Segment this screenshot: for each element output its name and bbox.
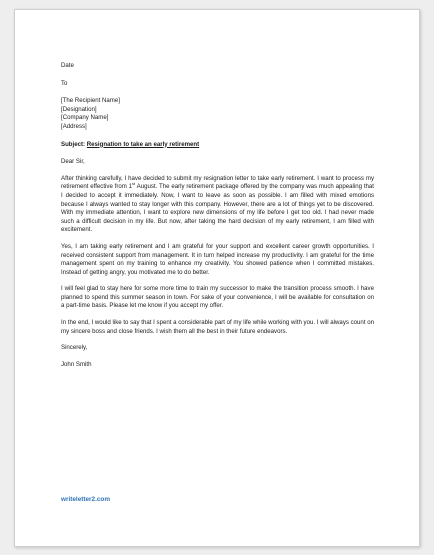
- footer-site-link[interactable]: writeletter2.com: [61, 496, 111, 503]
- subject-label: Subject:: [61, 140, 86, 148]
- ordinal-superscript: st: [132, 181, 136, 187]
- date-label: Date: [61, 62, 74, 69]
- paragraph-1-start: After thinking carefully, I have decided to submit my resignation letter to take early retirement. I want to process my retirement effective from 1: [61, 174, 374, 191]
- closing: Sincerely,: [61, 344, 88, 352]
- recipient-name: [The Recipient Name]: [61, 97, 120, 105]
- paragraph-1-rest: August. The early retirement package offered by the company was much appealing that I decided to accept it immediately. Now, I want to leave as soon as possible. I am filled with mixed emotions because I always wanted to stay longer with this company. However, there are a lot of things yet to be discovered. With my immediate attention, I want to explore new dimensions of my life before I get too old. I had never made such a difficult decision in my life. But now, after taking the hard decision of my early retirement, I am filled with excitement.: [61, 183, 375, 234]
- recipient-designation: [Designation]: [61, 105, 97, 113]
- salutation: Dear Sir,: [61, 158, 85, 166]
- subject-line: [61, 141, 374, 150]
- recipient-company: [Company Name]: [61, 114, 109, 122]
- body-paragraph-1: [61, 175, 374, 235]
- signature-name: John Smith: [61, 360, 92, 368]
- body-paragraph-4: In the end, I would like to say that I spent a considerable part of my life while working with you. I will always count on my sincere boss and close friends. I wish them all the best in their future endeavors.: [61, 319, 374, 335]
- letter-body: [61, 62, 374, 369]
- recipient-address: [Address]: [61, 122, 87, 130]
- subject-text: Resignation to take an early retirement: [86, 140, 200, 148]
- body-paragraph-2: Yes, I am taking early retirement and I am grateful for your support and excellent career growth opportunities. I received consistent support from management. It in turn helped increase my productivity. I am grateful for the time management spent on my training to enhance my creativity. You showed patience when I committed mistakes. Instead of getting angry, you motivated me to do better.: [61, 242, 374, 276]
- body-paragraph-3: I will feel glad to stay here for some more time to train my successor to make the transition process smooth. I have planned to spend this summer season in town. For sake of your convenience, I will be available for consultation on a part-time basis. Please let me know if you accept my offer.: [61, 285, 374, 310]
- letter-page: [14, 9, 420, 547]
- to-label: To: [61, 79, 68, 87]
- recipient-block: [61, 97, 374, 131]
